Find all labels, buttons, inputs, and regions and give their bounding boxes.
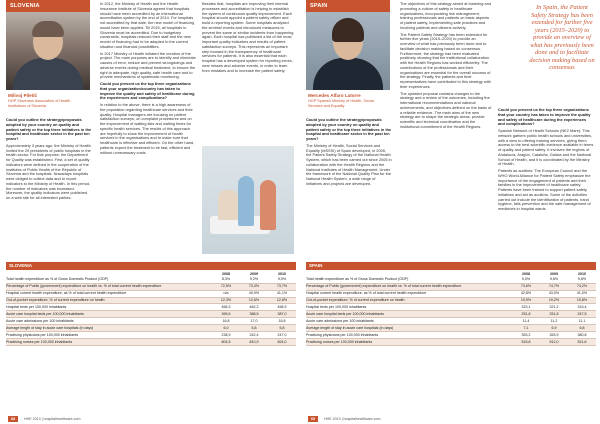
footer-text: HHE 2013 | hospitalhealthcare.com bbox=[324, 417, 381, 421]
question-text: Could you present us the top three organizations that your organization/country has taken to improve the quality and safety of healthcare during the experiences and complications? bbox=[100, 81, 195, 101]
row-label: Average length of stay in acute care hospitals (in days) bbox=[6, 325, 212, 332]
table-cell: 11,2 bbox=[540, 318, 568, 325]
page-number: 69 bbox=[308, 416, 318, 422]
table-row bbox=[306, 304, 596, 311]
table-cell: 9,2% bbox=[240, 277, 268, 283]
table-cell: 73,6% bbox=[512, 283, 540, 290]
table-cell: 323,1 bbox=[512, 304, 540, 311]
table-cell: 388,5 bbox=[240, 311, 268, 318]
text-column-1 bbox=[306, 118, 392, 256]
year-header: 2009 bbox=[550, 272, 558, 276]
table-cell: 238,9 bbox=[212, 332, 240, 339]
table-cell: 9,0% bbox=[512, 277, 540, 283]
pull-quote: In Spain, the Patient Safety Strategy has been extended for further five years (2015–2020) to provide an overview of what has previously been done and to facilitate decision making based on consensus bbox=[529, 4, 595, 71]
table-cell: 247,0 bbox=[268, 332, 296, 339]
table-cell: 6,9 bbox=[540, 325, 568, 332]
table-cell: 16,8 bbox=[212, 318, 240, 325]
row-label: Percentage of Public (government) expenditure on health vs. % of total current health expenditure bbox=[6, 283, 212, 290]
table-cell: 12,3% bbox=[212, 297, 240, 304]
table-cell: 515,8 bbox=[512, 339, 540, 346]
table-cell: 251,8 bbox=[540, 311, 568, 318]
table-row bbox=[6, 311, 296, 318]
table-cell: 380,8 bbox=[568, 332, 596, 339]
question-text: Could you outline the strategy/proposals adopted by your country on quality and patient safety or the top three initiatives in the hospital and healthcare sector in the past ten years? bbox=[6, 117, 92, 141]
table-row bbox=[306, 318, 596, 325]
row-label: Average length of stay in acute care hospitals (in days) bbox=[306, 325, 512, 332]
table-cell: 12,6% bbox=[240, 297, 268, 304]
table-cell: 19,8% bbox=[568, 297, 596, 304]
table-cell: 7,1 bbox=[512, 325, 540, 332]
row-label: Hospital current health expenditure, as % of total current health expenditure bbox=[6, 290, 212, 297]
table-cell: 12,8% bbox=[268, 297, 296, 304]
table-cell: 251,6 bbox=[512, 311, 540, 318]
row-label: Hospital beds per 100,000 inhabitants bbox=[6, 304, 212, 311]
text-column-3 bbox=[498, 108, 594, 256]
text-column-2 bbox=[100, 2, 196, 256]
row-label: Acute care admissions per 100 inhabitants bbox=[6, 318, 212, 325]
spain-page bbox=[300, 0, 600, 424]
table-cell: 74,2% bbox=[568, 283, 596, 290]
paragraph: The objectives of this strategy aimed at fostering and promoting a culture of safety in healthcare organizations, incorporating risk management, training professionals and patients on basic aspects of patient safety, implementing safe practices and involving patients and citizens actively. bbox=[400, 1, 492, 30]
table-cell: 42,8% bbox=[512, 290, 540, 297]
row-label: Percentage of Public (government) expenditure on health vs. % of total current health expenditure bbox=[306, 283, 512, 290]
table-row bbox=[6, 325, 296, 332]
table-cell: 41,0% bbox=[568, 290, 596, 297]
hospital-photo bbox=[202, 146, 294, 254]
table-cell: 353,9 bbox=[540, 332, 568, 339]
table-cell: 17,0 bbox=[240, 318, 268, 325]
question-text: Could you outline the strategy/proposals adopted by your country on quality and patient safety or the top three initiatives in the hospital and healthcare sector in the past ten years? bbox=[306, 117, 392, 141]
table-cell: 466,3 bbox=[212, 304, 240, 311]
table-cell: 19,2% bbox=[540, 297, 568, 304]
stats-table bbox=[306, 262, 596, 346]
table-cell: 6,0 bbox=[212, 325, 240, 332]
country-label: SLOVENIA bbox=[6, 0, 90, 12]
paragraph: Patients as auditors: The European Council and the WHO World Alliance for Patient Safety emphasize the importance of the engagement of patients and their families in the improvement of healthcare safety. Patients have been trained to support patient safety initiatives and act as auditors. Some of the activities carried out include the identification of patients, hand hygiene, falls prevention and the safe management of medicines in hospital wards. bbox=[498, 168, 591, 211]
person-role: HOP Slovenian Association of Health Institutions of Slovenia bbox=[8, 99, 71, 108]
table-cell: 521,6 bbox=[568, 339, 596, 346]
table-cell: 247,5 bbox=[568, 311, 596, 318]
table-cell: 19,9% bbox=[512, 297, 540, 304]
row-label: Hospital beds per 100,000 inhabitants bbox=[306, 304, 512, 311]
paragraph: Spanish Network of Health Schools (NE2 Mare): This network gathers public health schools and universities, with a view to offering training services, giving them access to the best scientific evidence available in terms of quality and patient safety. It involves the regions of Andalucía, Aragón, Cataluña, Galicia and the National School of Health, and it is coordinated by the Ministry of Health. bbox=[498, 128, 594, 167]
table-cell: 5,8 bbox=[268, 325, 296, 332]
paragraph: The Patient Safety Strategy has been extended for further five years (2015–2020) to provide an overview of what has previously been done and to facilitate decision making based on consensus. Furthermore, the strategy has been evaluated positively showing that the institutional collaboration with the Health Regions has worked efficiently. The contributions of the professionals and their organizations are essential for the overall success of the strategy. Finally, the patients and their representatives have contributed to this strategy with their experiences. bbox=[400, 31, 491, 89]
stats-title: SPAIN bbox=[306, 262, 596, 270]
page-footer bbox=[11, 417, 81, 421]
table-cell: 242,4 bbox=[240, 332, 268, 339]
row-label: Acute care admissions per 100 inhabitants bbox=[306, 318, 512, 325]
table-cell: 512,0 bbox=[540, 339, 568, 346]
country-label: SPAIN bbox=[306, 0, 390, 12]
row-label: Acute care hospital beds per 100,000 inhabitants bbox=[6, 311, 212, 318]
row-label: Out-of-pocket expenditure, % of current expenditure on health bbox=[6, 297, 212, 304]
table-cell: 11,1 bbox=[568, 318, 596, 325]
portrait-photo bbox=[306, 12, 390, 90]
table-cell: 11,4 bbox=[512, 318, 540, 325]
row-label: Total health expenditure as % of Gross Domestic Product (GDP) bbox=[6, 277, 212, 283]
question-text: Could you present us the top three organizations that your country has taken to improve the quality and safety of healthcare during the experiences and complications? bbox=[498, 107, 591, 127]
row-label: Practising nurses per 100,000 inhabitants bbox=[6, 339, 212, 346]
table-cell: 73,3% bbox=[240, 283, 268, 290]
text-column-1 bbox=[6, 118, 92, 256]
year-header: 2009 bbox=[250, 272, 258, 276]
row-label: Hospital current health expenditure, as % of total current health expenditure bbox=[306, 290, 512, 297]
table-cell: 458,9 bbox=[268, 304, 296, 311]
page-footer bbox=[311, 417, 381, 421]
table-cell: 395,5 bbox=[212, 311, 240, 318]
page-number: 68 bbox=[8, 416, 18, 422]
stats-table bbox=[6, 262, 296, 346]
table-cell: 74,7% bbox=[540, 283, 568, 290]
row-label: Practising physicians per 100,000 inhabitants bbox=[6, 332, 212, 339]
paragraph: In 2012, the Ministry of Health and the Health Insurance Institute of Slovenia agreed that hospitals should have been accredited by an international accreditation system by the end of 2014. For hospitals not accredited by that date, the new model of financing would have been applied. Till 2015, all hospitals in Slovenia must be accredited. Due to budgetary constraints, hospitals reduced their staff and the new model of financing had to be adapted to the current situation and financial possibilities. bbox=[100, 1, 195, 49]
paragraph: The Ministry of Health, Social Services and Equality (MSSSI) of Spain developed, in 2005, the Patient Safety Strategy of the National Health System, which has been carried out since 2005 in collaboration with the Health Regions and the National Institutes of Health Management. Under the framework of the National Quality Plan for the National Health System, a wide range of initiatives and projects are developed. bbox=[306, 142, 392, 186]
row-label: Out-of-pocket expenditure, % of current expenditure on health bbox=[306, 297, 512, 304]
table-cell: 9,6% bbox=[568, 277, 596, 283]
table-cell: 43,0% bbox=[540, 290, 568, 297]
person-name: Mercedes Alfaro Latorre bbox=[308, 93, 361, 98]
paragraph: Approximately 3 years ago, the Ministry of Health invited the 29 presidents of public hospitals in the health sector. For that purpose, the Department for Quality was established. First, a set of quality indicators were defined in the cooperation of the Institutes of Public Health of the Republic of Slovenia and the hospitals. Nowadays hospitals were obliged to collect data and to report indicators to the Ministry of Health. In this period, the number of indicators was increased. Moreover, the quality indicators were published on a web site for all interested parties. bbox=[6, 142, 91, 200]
table-cell: 9,0% bbox=[268, 277, 296, 283]
table-row bbox=[6, 332, 296, 339]
table-row bbox=[6, 283, 296, 290]
table-cell: 315,4 bbox=[568, 304, 596, 311]
year-header: 2010 bbox=[578, 272, 586, 276]
table-cell: 40,9% bbox=[240, 290, 268, 297]
table-cell: 810,9 bbox=[240, 339, 268, 346]
table-cell: 73,7% bbox=[268, 283, 296, 290]
year-header: 2010 bbox=[278, 272, 286, 276]
table-row bbox=[306, 325, 596, 332]
table-cell: 321,2 bbox=[540, 304, 568, 311]
table-cell: 41,1% bbox=[268, 290, 296, 297]
table-cell: 72,5% bbox=[212, 283, 240, 290]
table-row bbox=[6, 304, 296, 311]
row-label: Practising nurses per 100,000 inhabitants bbox=[306, 339, 512, 346]
table-cell: 6,8 bbox=[568, 325, 596, 332]
table-cell: 804,5 bbox=[212, 339, 240, 346]
row-label: Practising physicians per 100,000 inhabitants bbox=[306, 332, 512, 339]
table-cell: 8,3% bbox=[212, 277, 240, 283]
footer-text: HHE 2013 | hospitalhealthcare.com bbox=[24, 417, 81, 421]
person-role: HOP Spanish Ministry of Health, Social Services and Equality bbox=[308, 99, 374, 108]
table-cell: 462,2 bbox=[240, 304, 268, 311]
table-row bbox=[306, 332, 596, 339]
table-cell: 16,8 bbox=[268, 318, 296, 325]
person-name: Milivoj Piletič bbox=[8, 93, 38, 98]
paragraph: In relation to the above, there is a high awareness of the population regarding healthcare services and their quality. Hospital managers are focusing on patient satisfaction surveys, on complaint procedures and on the improvement of waiting lists and waiting times for specific health services. The results of this approach are hopefully to show the improvement of health services in the organisations and to make sure that healthcare is effective and efficient. On the other hand, patients expect the treatment to be fast, efficient and without unnecessary costs. bbox=[100, 102, 195, 155]
table-row bbox=[306, 311, 596, 318]
table-row bbox=[306, 339, 596, 346]
table-cell: 387,0 bbox=[268, 311, 296, 318]
table-cell: 9,6% bbox=[540, 277, 568, 283]
table-row bbox=[306, 283, 596, 290]
table-row bbox=[6, 297, 296, 304]
table-row bbox=[6, 318, 296, 325]
table-row bbox=[6, 339, 296, 346]
table-row bbox=[6, 290, 296, 297]
table-cell: 824,0 bbox=[268, 339, 296, 346]
text-column-2 bbox=[400, 2, 492, 256]
row-label: Acute care hospital beds per 100,000 inhabitants bbox=[306, 311, 512, 318]
paragraph: Besides that, hospitals are improving their internal processes and accreditation is helping to establish the system of continuous quality improvement. Each hospital should appoint a patient safety officer and build a reporting system. Some hospitals analysed the sentinel events and introduced measures to prevent the same or similar incidents from happening again. Each hospital has published a list of the most important quality indicators and results of patient satisfaction surveys. This represents an important step forward in the transparency of healthcare services for patients. It is also essential that each hospital has a developed system for reporting errors, near misses and adverse events, in order to learn from mistakes and to increase the patient safety. bbox=[202, 1, 294, 73]
table-cell: n/a bbox=[212, 290, 240, 297]
table-cell: 5,8 bbox=[240, 325, 268, 332]
table-row bbox=[306, 290, 596, 297]
table-row bbox=[306, 297, 596, 304]
portrait-photo bbox=[6, 12, 90, 90]
text-column-3 bbox=[202, 2, 294, 142]
year-header: 2008 bbox=[522, 272, 530, 276]
paragraph: In 2017 Ministry of Health initiated the creation of the project. The main purposes are to identify and eliminate causes of error, reduce and prevent wrongdoings and adverse events during medical treatment, to ensure the right to adequate, high quality, safe health care and to provide mechanisms of systematic monitoring. bbox=[100, 50, 196, 80]
year-header: 2008 bbox=[222, 272, 230, 276]
table-cell: 353,2 bbox=[512, 332, 540, 339]
paragraph: The updated proposal contains changes to the strategy and a review of the outcomes, including the international recommendations and national achievements, and objectives defined on the basis of a reliable evidence. The main aims of the new strategy are to shape the strategic areas, provide scientific and technical coordination and the institutional commitment of the Health Regions. bbox=[400, 90, 492, 129]
row-label: Total health expenditure as % of Gross Domestic Product (GDP) bbox=[306, 277, 512, 283]
stats-title: SLOVENIA bbox=[6, 262, 296, 270]
